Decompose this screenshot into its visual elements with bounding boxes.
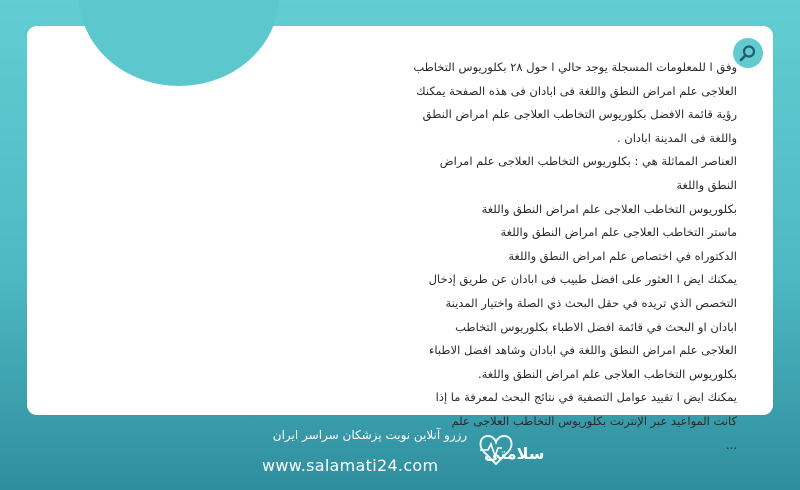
description-line: وفق ا للمعلومات المسجلة يوجد حالي ا حول ۲۸ بکلوریوس التخاطب — [413, 60, 737, 74]
ellipsis: ... — [726, 437, 737, 452]
description-line: بکلوریوس التخاطب العلاجی علم امراض النطق واللغة. — [477, 366, 737, 381]
description-line: النطق واللغة — [676, 177, 737, 192]
description-line: التخصص الذي تريده في حقل البحث ذي الصلة واختيار المدينة — [445, 295, 737, 310]
salamati-logo[interactable] — [474, 426, 544, 476]
search-tag-bubble[interactable] — [79, 0, 279, 86]
magnifier-icon — [739, 44, 757, 62]
description-line: يمكنك ايض ا تقييد عوامل التصفية في نتائج البحث لمعرفة ما إذا — [435, 390, 737, 405]
footer-url-link[interactable]: www.salamati24.com — [262, 456, 439, 475]
description-line: واللغة فی المدينة ابادان . — [616, 130, 737, 145]
description-line: بکلوریوس التخاطب العلاجی علم امراض النطق واللغة — [481, 201, 737, 216]
logo-wordmark: سلامتی — [484, 444, 545, 463]
description-line: كانت المواعيد عبر الإنترنت بکلوریوس التخاطب العلاجی علم — [451, 413, 737, 428]
description-line: العلاجی علم امراض النطق واللغة فی ابادان فی هذه الصفحة یمكنك — [416, 83, 737, 98]
search-icon[interactable] — [733, 38, 763, 68]
description-line: العلاجی علم امراض النطق واللغة في ابادان وشاهد افضل الاطباء — [429, 343, 737, 358]
footer-tagline: رزرو آنلاین نوبت پزشکان سراسر ایران — [272, 428, 468, 442]
description-line: ماستر التخاطب العلاجی علم امراض النطق واللغة — [500, 225, 737, 240]
description-line: الدكتوراه في اختصاص علم امراض النطق واللغة — [508, 248, 737, 263]
description-line: يمكنك ايض ا العثور على افضل طبيب فی ابادان عن طريق إدخال — [428, 272, 737, 287]
description-line: رؤية قائمة الافضل بکلوریوس التخاطب العلاجی علم امراض النطق — [422, 107, 737, 122]
description-line: ابادان او البحث في قائمة افضل الاطباء بکلوریوس التخاطب — [455, 319, 737, 334]
description-text — [337, 56, 737, 457]
description-line: العناصر المماثلة هي : بکلوریوس التخاطب العلاجی علم امراض — [439, 154, 737, 169]
